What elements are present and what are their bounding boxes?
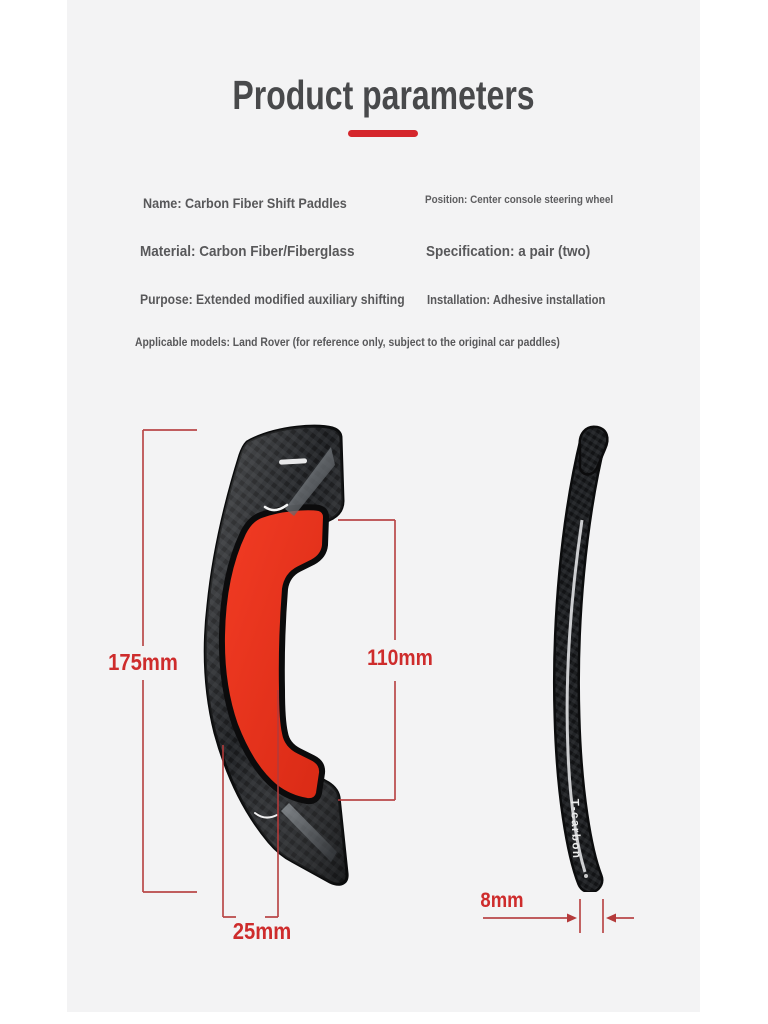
- param-specification: Specification: a pair (two): [426, 243, 591, 260]
- dim-label-bottom-width: 25mm: [232, 918, 292, 944]
- side-top-cap: [580, 427, 608, 475]
- page-title: Product parameters: [232, 72, 535, 118]
- param-material: Material: Carbon Fiber/Fiberglass: [140, 243, 355, 260]
- dim-label-inner-height: 110mm: [367, 645, 433, 670]
- param-name: Name: Carbon Fiber Shift Paddles: [143, 195, 347, 211]
- param-applicable-models: Applicable models: Land Rover (for reference only, subject to the original car paddles): [135, 337, 560, 349]
- dim-label-side-thickness: 8mm: [480, 889, 524, 912]
- title-accent-underline: [348, 130, 418, 137]
- param-purpose: Purpose: Extended modified auxiliary shifting: [140, 292, 405, 307]
- dim-label-front-height: 175mm: [108, 649, 178, 675]
- param-installation: Installation: Adhesive installation: [427, 293, 606, 307]
- param-position: Position: Center console steering wheel: [425, 194, 614, 206]
- paddle-side-illustration: [540, 422, 626, 892]
- paddle-side-body: [566, 427, 607, 880]
- paddle-front-body: [205, 426, 347, 884]
- brand-text: T-carbon: [568, 798, 583, 860]
